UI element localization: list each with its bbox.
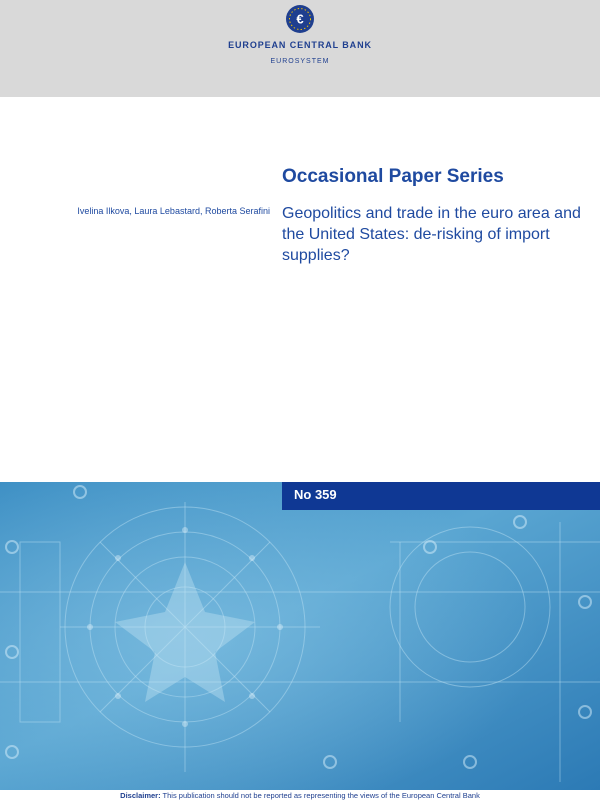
organization-name: EUROPEAN CENTRAL BANK: [228, 40, 372, 50]
cover-artwork: [0, 482, 600, 790]
disclaimer-label: Disclaimer:: [120, 791, 161, 800]
disclaimer: [0, 791, 600, 800]
paper-number: No 359: [294, 487, 337, 502]
header-band: [0, 0, 600, 97]
disclaimer-text: This publication should not be reported as representing the views of the European Central Bank: [162, 791, 480, 800]
ecb-logo-icon: [285, 4, 315, 34]
banknote-pattern-image: [0, 482, 600, 790]
disclaimer-bar: [0, 790, 600, 800]
organization-subtitle: EUROSYSTEM: [270, 58, 330, 65]
series-title: Occasional Paper Series: [282, 166, 504, 187]
paper-number-badge: [282, 482, 600, 510]
svg-text:€: €: [296, 11, 304, 27]
paper-title: Geopolitics and trade in the euro area and the United States: de-risking of import supplies?: [282, 205, 581, 264]
authors: Ivelina Ilkova, Laura Lebastard, Roberta Serafini: [77, 206, 270, 216]
